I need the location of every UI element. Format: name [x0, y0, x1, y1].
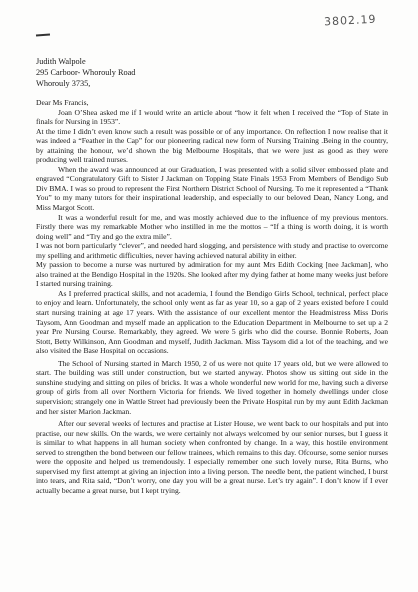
- paragraph-6: My passion to become a nurse was nurtured by admiration for my aunt Mrs Edith Cocking [nee Jackman], who also trained at the Bendigo Hospital in the 1920s. She looked after my dying father at home many weeks just before I started nursing training.: [36, 260, 388, 289]
- paragraph-1: Joan O’Shea asked me if I would write an article about “how it felt when I received the “Top of State in finals for Nursing in 1953”.: [36, 107, 388, 127]
- sender-street: 295 Carboor- Whorouly Road: [36, 68, 136, 77]
- paragraph-2: At the time I didn’t even know such a result was possible or of any importance. On reflection I now realise that it was indeed a “Feather in the Cap” for our pioneering radical new form of Nursing Training .Being in the country, by attaining the honour, we’d shown the big Melbourne Hospitals, that we were just as good as they were producing well trained nurses.: [36, 126, 388, 165]
- letter-body: [36, 98, 388, 495]
- salutation: Dear Ms Francis,: [36, 98, 89, 107]
- paragraph-4: It was a wonderful result for me, and was mostly achieved due to the influence of my previous mentors. Firstly there was my remarkable Mother who instilled in me the mottos – “If a thing is worth doing, it is worth doing well” and “Try and go the extra mile”.: [36, 212, 388, 241]
- sender-address: [36, 56, 135, 89]
- paragraph-8: The School of Nursing started in March 1950, 2 of us were not quite 17 years old, but we were allowed to start. The building was still under construction, but we started anyway. Photos show us sitting out side in the sunshine studying and sitting on piles of bricks. It was a whole wonderful new world for me, having such a diverse group of girls from all over Northern Victoria for friends. We lived together in homely dwellings under close supervision; strangely one in Wattle Street had previously been the Private Hospital run by my aunt Edith Jackman and her sister Marion Jackman.: [36, 358, 388, 416]
- paragraph-5: I was not born particularly “clever”, and needed hard slogging, and persistence with study and practise to overcome my spelling and arithmetic difficulties, never having achieved natural ability in either.: [36, 241, 388, 260]
- paragraph-7: As I preferred practical skills, and not academia, I found the Bendigo Girls School, technical, perfect place to enjoy and learn. Unfortunately, the school only went as far as year 10, so a gap of 2 years existed before I could start nursing training at age 17 years. With the assistance of our excellent mentor the Headmistress Miss Doris Taysom, Ann Goodman and myself made an application to the Education Department in Melbourne to set up a 2 year Pre Nursing Course. Remarkably, they agreed. We were 5 girls who did the course. Bonnie Roberts, Joan Stott, Betty Wilkinson, Ann Goodman and myself, Judith Jackman. Miss Taysom did a lot of the teaching, and we also visited the Base Hospital on occasions.: [36, 288, 388, 356]
- paragraph-3: When the award was announced at our Graduation, I was presented with a solid silver embossed plate and engraved “Congratulatory Gift to Sister J Jackman on Topping State Finals 1953 From Members of Bendigo Sub Div BMA. I was so proud to represent the First Northern District School of Nursing. To me it represented a “Thank You” to my many tutors for their inspirational leadership, and especially to our beloved Dean, Nancy Long, and Miss Margot Scott.: [36, 164, 388, 213]
- paragraph-9: After our several weeks of lectures and practise at Lister House, we went back to our hospitals and put into practise, our new skills. On the wards, we were certainly not always welcomed by our senior nurses, but I guess it is similar to what happens in all human society when confronted by change. In a way, this hostile environment served to strengthen the bond between our fellow trainees, which remains to this day. Ofcourse, some senior nurses were the opposite and helped us tremendously. I especially remember one such lovely nurse, Rita Burns, who supervised my first attempt at giving an injection into a living person. The needle bent, the patient winched, I burst into tears, and Rita said, “Don’t worry, one day you will be a great nurse. Let’s try again”. I don’t know if I ever actually became a great nurse, but I kept trying.: [36, 419, 388, 495]
- sender-name: Judith Walpole: [36, 57, 86, 66]
- pen-dash-mark: [36, 34, 50, 37]
- reference-number: 3802.19: [323, 12, 377, 29]
- sender-town: Whorouly 3735,: [36, 79, 91, 88]
